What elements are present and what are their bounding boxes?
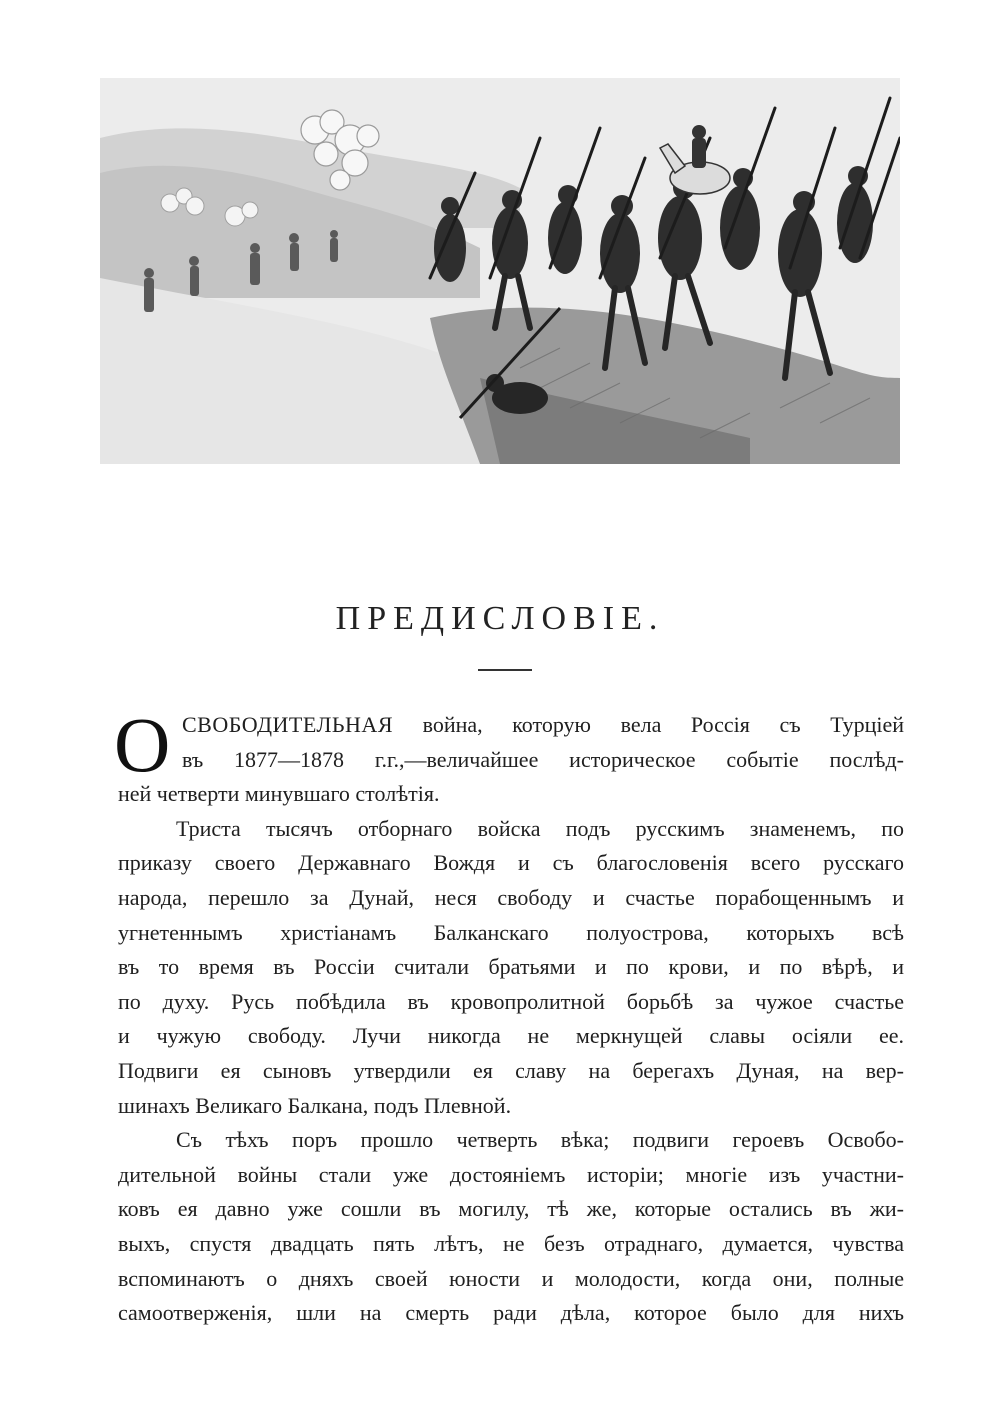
text-line: приказу своего Державнаго Вождя и съ благословенія всего русскаго bbox=[118, 850, 904, 876]
text-line: въ 1877—1878 г.г.,—величайшее историческое событіе послѣд- bbox=[182, 746, 904, 772]
battle-illustration bbox=[100, 78, 900, 464]
text-line: Съ тѣхъ поръ прошло четверть вѣка; подвиги героевъ Освобо- bbox=[176, 1127, 904, 1153]
text-line: Подвиги ея сыновъ утвердили ея славу на берегахъ Дуная, на вер- bbox=[118, 1057, 904, 1083]
preface-text bbox=[114, 701, 904, 1331]
text-line: самоотверженія, шли на смерть ради дѣла, которое было для нихъ bbox=[118, 1300, 904, 1326]
text-line: народа, перешло за Дунай, неся свободу и счастье порабощеннымъ и bbox=[118, 884, 904, 910]
caps-word: СВОБОДИТЕЛЬНАЯ bbox=[182, 712, 393, 737]
text-line: угнетеннымъ христіанамъ Балканскаго полуострова, которыхъ всѣ bbox=[118, 919, 904, 945]
text-line: шинахъ Великаго Балкана, подъ Плевной. bbox=[118, 1092, 512, 1118]
page-title: ПРЕДИСЛОВІЕ. bbox=[335, 600, 665, 637]
text-line: по духу. Русь побѣдила въ кровопролитной борьбѣ за чужое счастье bbox=[118, 988, 904, 1014]
text-line: выхъ, спустя двадцать пять лѣтъ, не безъ отраднаго, думается, чувства bbox=[118, 1230, 904, 1256]
battle-scene-drawing bbox=[100, 78, 900, 464]
title-divider bbox=[478, 669, 532, 671]
text-line: Триста тысячъ отборнаго войска подъ русскимъ знаменемъ, по bbox=[176, 815, 904, 841]
text-line: ней четверти минувшаго столѣтія. bbox=[118, 781, 440, 807]
text-line-content: война, которую вела Россія съ Турціей bbox=[422, 712, 904, 737]
text-line: ковъ ея давно уже сошли въ могилу, тѣ же, которые остались въ жи- bbox=[118, 1196, 904, 1222]
drop-cap: О bbox=[114, 701, 171, 788]
text-line: дительной войны стали уже достояніемъ исторіи; многіе изъ участни- bbox=[118, 1161, 904, 1187]
text-line bbox=[118, 708, 904, 743]
text-line: вспоминаютъ о дняхъ своей юности и молодости, когда они, полные bbox=[118, 1265, 904, 1291]
text-line: въ то время въ Россіи считали братьями и по крови, и по вѣрѣ, и bbox=[118, 954, 904, 980]
text-line: и чужую свободу. Лучи никогда не меркнущей славы осіяли ее. bbox=[118, 1023, 904, 1049]
